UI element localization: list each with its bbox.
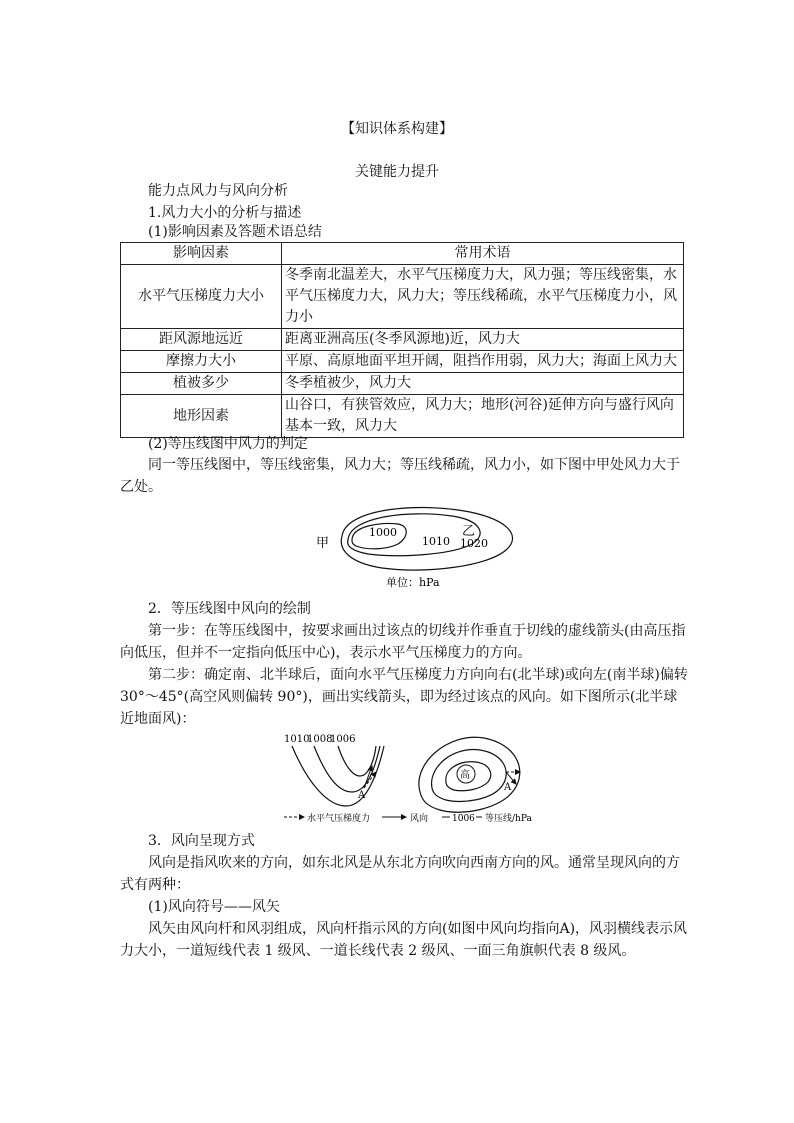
iso-label-1006: 1006 — [330, 734, 356, 745]
section-title: 【知识体系构建】 — [341, 121, 453, 137]
sec1-heading: 1.风力大小的分析与描述 — [148, 205, 302, 221]
sec1-sub2: (2)等压线图中风力的判定 — [148, 436, 308, 452]
legend-iso-value: 1006 — [452, 814, 475, 824]
sec2-heading: 2．等压线图中风向的绘制 — [148, 601, 311, 617]
label-yi: 乙 — [462, 524, 476, 539]
iso-label-1020: 1020 — [460, 537, 488, 550]
sec3-sub1-text: 风矢由风向杆和风羽组成，风向杆指示风的方向(如图中风向均指向A)，风羽横线表示风力大小，一道短线代表 1 级风、一道长线代表 2 级风、一面三角旗帜代表 8 级风。 — [120, 921, 688, 959]
table-cell-terms: 冬季南北温差大，水平气压梯度力大，风力强；等压线密集，水平气压梯度力大，风力大；等压线稀疏，水平气压梯度力小，风力小 — [282, 265, 684, 329]
point-a-right: A — [504, 782, 512, 793]
table-cell-factor: 植被多少 — [121, 373, 282, 395]
wind-figure-legend — [282, 808, 544, 826]
legend-wind-label: 风向 — [410, 814, 429, 824]
table-row — [121, 395, 684, 438]
table-cell-terms: 冬季植被少，风力大 — [282, 373, 684, 395]
terms-table — [120, 242, 684, 438]
sec1-sub1: (1)影响因素及答题术语总结 — [148, 224, 322, 240]
label-jia: 甲 — [316, 536, 330, 551]
label-high: 高 — [460, 770, 470, 781]
table-row — [121, 373, 684, 395]
table-cell-factor: 水平气压梯度力大小 — [121, 265, 282, 329]
isobar-1008 — [314, 746, 380, 792]
sec2-step2: 第二步：确定南、北半球后，面向水平气压梯度力方向向右(北半球)或向左(南半球)偏转 30°～45°(高空风则偏转 90°)，画出实线箭头，即为经过该点的风向。如下图所示(北半球近地面风)： — [120, 667, 688, 727]
table-cell-factor: 距风源地远近 — [121, 329, 282, 351]
table-row — [121, 351, 684, 373]
sec3-heading: 3．风向呈现方式 — [148, 833, 255, 849]
iso-label-1000: 1000 — [369, 526, 397, 539]
table-header-terms: 常用术语 — [282, 243, 684, 265]
point-a-left: A — [358, 790, 366, 801]
table-row — [121, 265, 684, 329]
legend-iso-label: 等压线/hPa — [485, 814, 532, 824]
sec2-step1: 第一步：在等压线图中，按要求画出过该点的切线并作垂直于切线的虚线箭头(由高压指向低压，但并不一定指向低压中心)，表示水平气压梯度力的方向。 — [120, 623, 686, 661]
table-row — [121, 329, 684, 351]
subtitle: 关键能力提升 — [355, 164, 439, 180]
iso-label-1010: 1010 — [284, 734, 310, 745]
table-cell-factor: 地形因素 — [121, 395, 282, 438]
sec3-intro: 风向是指风吹来的方向，如东北风是从东北方向吹向西南方向的风。通常呈现风向的方式有两种： — [120, 855, 680, 893]
legend-gradient-label: 水平气压梯度力 — [307, 814, 371, 824]
table-cell-terms: 山谷口，有狭管效应，风力大；地形(河谷)延伸方向与盛行风向基本一致，风力大 — [282, 395, 684, 438]
topic-heading: 能力点风力与风向分析 — [148, 183, 288, 199]
table-header-row — [121, 243, 684, 265]
unit-label: 单位：hPa — [386, 576, 440, 589]
sec3-sub1: (1)风向符号——风矢 — [148, 899, 280, 915]
table-cell-terms: 平原、高原地面平坦开阔，阻挡作用弱，风力大；海面上风力大 — [282, 351, 684, 373]
table-cell-factor: 摩擦力大小 — [121, 351, 282, 373]
iso-label-1010: 1010 — [422, 535, 450, 548]
sec1-sub2-text: 同一等压线图中，等压线密集，风力大；等压线稀疏，风力小，如下图中甲处风力大于乙处。 — [120, 457, 680, 495]
table-header-factor: 影响因素 — [121, 243, 282, 265]
isobar-figure-1 — [310, 500, 530, 595]
iso-label-1008: 1008 — [307, 734, 333, 745]
table-cell-terms: 距离亚洲高压(冬季风源地)近，风力大 — [282, 329, 684, 351]
